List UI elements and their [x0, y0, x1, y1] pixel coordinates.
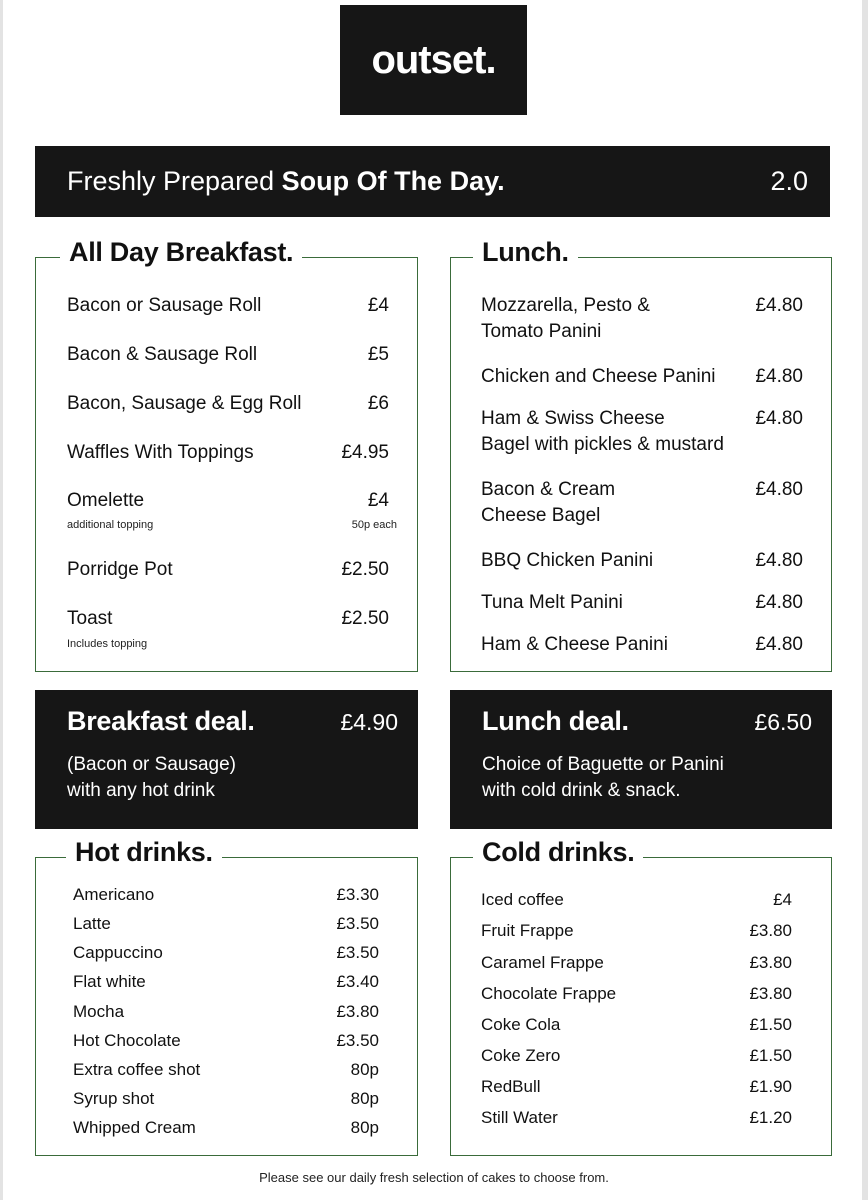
- cold-drinks-section-title: Cold drinks.: [473, 837, 643, 868]
- lunch-section: [450, 237, 832, 672]
- drink-item: [481, 1076, 792, 1098]
- drink-item: [73, 942, 379, 964]
- item-price: £4.95: [341, 442, 389, 463]
- soup-label: [67, 166, 505, 197]
- menu-item: [481, 632, 803, 658]
- lunch-section-title: Lunch.: [473, 237, 578, 268]
- drink-name: Flat white: [73, 972, 146, 991]
- hot-drinks-section-title: Hot drinks.: [66, 837, 222, 868]
- cold-drinks-section: [450, 837, 832, 1156]
- lunch-deal-price: £6.50: [754, 709, 812, 735]
- item-name: Omelette: [67, 490, 145, 511]
- item-name: Bacon & Sausage Roll: [67, 344, 258, 365]
- item-price: £4.80: [755, 295, 803, 316]
- drink-item: [481, 920, 792, 942]
- item-price: £4.80: [755, 408, 803, 429]
- item-price: £2.50: [341, 608, 389, 629]
- drink-item: [481, 1107, 792, 1129]
- item-name: Waffles With Toppings: [67, 442, 254, 463]
- lunch-deal-title: Lunch deal.: [482, 706, 629, 736]
- drink-item: [73, 1030, 379, 1052]
- breakfast-deal-description: (Bacon or Sausage) with any hot drink: [67, 754, 236, 801]
- drink-item: [73, 913, 379, 935]
- drink-item: [481, 1045, 792, 1067]
- drink-price: 80p: [350, 1089, 379, 1108]
- drink-name: Cappuccino: [73, 943, 163, 962]
- drink-price: £3.80: [749, 953, 792, 972]
- menu-item: [67, 440, 389, 466]
- item-price: £4.80: [755, 634, 803, 655]
- item-price: £2.50: [341, 559, 389, 580]
- item-name: Toast: [67, 608, 113, 629]
- drink-price: £1.50: [749, 1015, 792, 1034]
- item-price: £4.80: [755, 479, 803, 500]
- drink-item: [481, 983, 792, 1005]
- menu-item: [67, 391, 389, 417]
- item-price: £4.80: [755, 366, 803, 387]
- breakfast-deal: [35, 690, 418, 829]
- soup-price: 2.0: [770, 166, 808, 196]
- drink-name: Syrup shot: [73, 1089, 155, 1108]
- drink-name: Iced coffee: [481, 890, 564, 909]
- drink-name: Fruit Frappe: [481, 921, 574, 940]
- soup-name: Soup Of The Day.: [281, 166, 505, 196]
- drink-price: £1.20: [749, 1108, 792, 1127]
- item-price: £4: [367, 490, 389, 511]
- drink-name: RedBull: [481, 1077, 541, 1096]
- drink-name: Still Water: [481, 1108, 558, 1127]
- drink-name: Mocha: [73, 1002, 125, 1021]
- menu-item: [481, 590, 803, 616]
- menu-item: [67, 488, 389, 514]
- menu-item: [67, 342, 389, 368]
- drink-item: [73, 884, 379, 906]
- drink-price: £3.50: [336, 914, 379, 933]
- drink-price: £3.50: [336, 943, 379, 962]
- item-note-price: 50p each: [351, 519, 397, 531]
- brand-logo: [340, 5, 527, 115]
- menu-item: [67, 606, 389, 632]
- item-name: Mozzarella, Pesto & Tomato Panini: [481, 295, 650, 342]
- hot-drinks-section: [35, 837, 418, 1156]
- drink-price: £4: [773, 890, 792, 909]
- menu-item: [67, 293, 389, 319]
- item-name: Bacon, Sausage & Egg Roll: [67, 393, 302, 414]
- item-name: Ham & Cheese Panini: [481, 634, 668, 655]
- drink-price: 80p: [350, 1118, 379, 1137]
- item-name: Ham & Swiss Cheese Bagel with pickles & mustard: [481, 408, 724, 455]
- soup-of-the-day-banner: [35, 146, 830, 217]
- drink-item: [481, 889, 792, 911]
- drink-price: £3.80: [336, 1002, 379, 1021]
- item-price: £4: [367, 295, 389, 316]
- item-name: Chicken and Cheese Panini: [481, 366, 716, 387]
- drink-price: £3.80: [749, 984, 792, 1003]
- drink-item: [73, 1088, 379, 1110]
- breakfast-section: [35, 237, 418, 672]
- drink-price: £3.50: [336, 1031, 379, 1050]
- lunch-deal: [450, 690, 832, 829]
- drink-name: Caramel Frappe: [481, 953, 604, 972]
- drink-name: Chocolate Frappe: [481, 984, 617, 1003]
- drink-item: [73, 1059, 379, 1081]
- item-note: Includes topping: [67, 638, 148, 650]
- drink-price: £3.80: [749, 921, 792, 940]
- drink-name: Hot Chocolate: [73, 1031, 181, 1050]
- menu-item: [481, 364, 803, 390]
- menu-item: [481, 293, 803, 345]
- soup-prefix: Freshly Prepared: [67, 166, 282, 196]
- footer-note: Please see our daily fresh selection of cakes to choose from.: [259, 1170, 609, 1185]
- item-price: £4.80: [755, 592, 803, 613]
- drink-item: [73, 971, 379, 993]
- drink-item: [73, 1001, 379, 1023]
- drink-name: Coke Cola: [481, 1015, 561, 1034]
- item-note: additional topping: [67, 519, 154, 531]
- drink-price: £3.30: [336, 885, 379, 904]
- breakfast-deal-title: Breakfast deal.: [67, 706, 255, 736]
- item-name: Tuna Melt Panini: [481, 592, 623, 613]
- drink-name: Whipped Cream: [73, 1118, 196, 1137]
- drink-item: [481, 1014, 792, 1036]
- lunch-deal-description: Choice of Baguette or Panini with cold drink & snack.: [482, 754, 724, 801]
- item-price: £4.80: [755, 550, 803, 571]
- item-name: Bacon & Cream Cheese Bagel: [481, 479, 616, 526]
- item-price: £6: [367, 393, 389, 414]
- item-price: £5: [367, 344, 389, 365]
- menu-item: [67, 557, 389, 583]
- drink-item: [73, 1117, 379, 1139]
- drink-price: £3.40: [336, 972, 379, 991]
- drink-item: [481, 952, 792, 974]
- menu-item: [481, 548, 803, 574]
- drink-name: Extra coffee shot: [73, 1060, 201, 1079]
- menu-item: [481, 406, 803, 458]
- drink-name: Americano: [73, 885, 155, 904]
- drink-price: £1.50: [749, 1046, 792, 1065]
- drink-price: 80p: [350, 1060, 379, 1079]
- drink-name: Coke Zero: [481, 1046, 561, 1065]
- menu-item: [481, 477, 803, 529]
- item-name: BBQ Chicken Panini: [481, 550, 654, 571]
- item-name: Bacon or Sausage Roll: [67, 295, 262, 316]
- logo-text: outset.: [371, 37, 496, 82]
- item-name: Porridge Pot: [67, 559, 173, 580]
- drink-name: Latte: [73, 914, 111, 933]
- breakfast-deal-price: £4.90: [340, 709, 398, 735]
- breakfast-section-title: All Day Breakfast.: [60, 237, 302, 268]
- drink-price: £1.90: [749, 1077, 792, 1096]
